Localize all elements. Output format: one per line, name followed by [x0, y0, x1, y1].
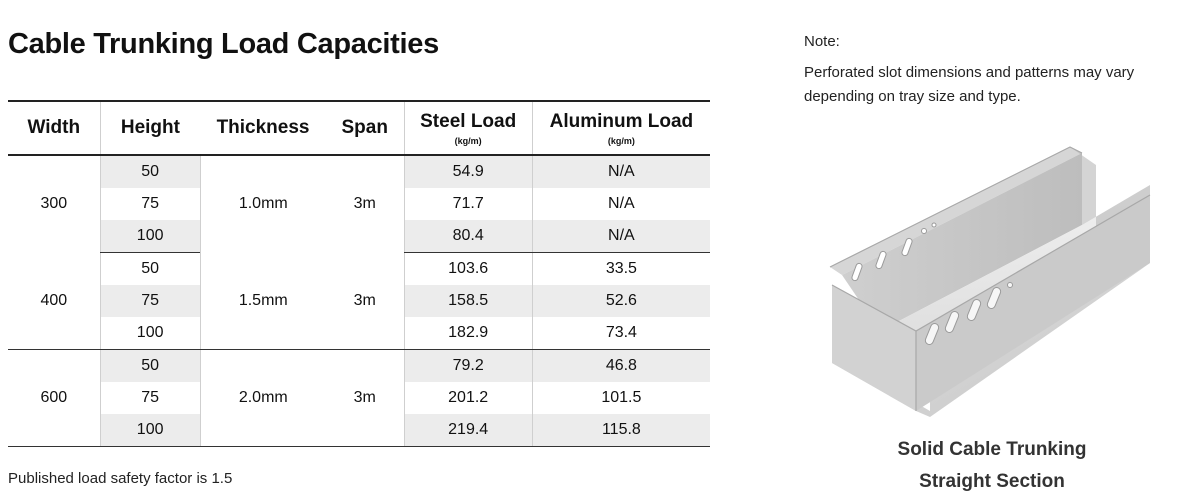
- table-row: [8, 253, 710, 286]
- cell-height: 75: [100, 188, 200, 220]
- cell-thickness: 1.5mm: [200, 253, 326, 350]
- cell-span: 3m: [326, 350, 404, 447]
- note-block: [804, 30, 1174, 108]
- header-width: Width: [8, 101, 100, 155]
- cell-steel-load: 182.9: [404, 317, 532, 350]
- cell-thickness: 2.0mm: [200, 350, 326, 447]
- header-steel-load: [404, 101, 532, 155]
- cell-steel-load: 71.7: [404, 188, 532, 220]
- cell-aluminum-load: N/A: [532, 188, 710, 220]
- note-text: Perforated slot dimensions and patterns may vary depending on tray size and type.: [804, 64, 1135, 105]
- table-row: [8, 155, 710, 188]
- note-heading: Note:: [804, 33, 840, 50]
- image-caption-line1: Solid Cable Trunking: [897, 439, 1087, 460]
- cell-span: 3m: [353, 195, 376, 213]
- cell-aluminum-load: 33.5: [532, 253, 710, 286]
- cell-aluminum-load: 52.6: [532, 285, 710, 317]
- header-aluminum-label: Aluminum Load: [549, 110, 694, 132]
- image-caption: [820, 434, 1164, 498]
- cell-thickness: 1.0mm: [200, 155, 326, 253]
- table-header-row: [8, 101, 710, 155]
- header-thickness: Thickness: [200, 101, 326, 155]
- cell-steel-load: 219.4: [404, 414, 532, 447]
- header-steel-label: Steel Load: [420, 110, 517, 132]
- cell-aluminum-load: N/A: [532, 155, 710, 188]
- cable-trunking-illustration: [820, 135, 1180, 425]
- cell-aluminum-load: N/A: [532, 220, 710, 253]
- cell-width: 300: [40, 195, 68, 213]
- cell-steel-load: 79.2: [404, 350, 532, 383]
- cell-aluminum-load: 101.5: [532, 382, 710, 414]
- cable-trunking-image: [820, 135, 1180, 425]
- cell-height: 50: [100, 350, 200, 383]
- header-height: Height: [100, 101, 200, 155]
- cell-width: 400: [8, 253, 100, 350]
- page-title: Cable Trunking Load Capacities: [8, 28, 439, 60]
- cell-height: 100: [100, 317, 200, 350]
- cell-steel-load: 201.2: [404, 382, 532, 414]
- table-row: [8, 350, 710, 383]
- image-caption-line2: Straight Section: [919, 471, 1065, 492]
- cell-height: 50: [100, 253, 200, 286]
- cell-steel-load: 80.4: [404, 220, 532, 253]
- header-aluminum-load: [532, 101, 710, 155]
- cell-span: 3m: [326, 253, 404, 350]
- cell-steel-load: 54.9: [404, 155, 532, 188]
- header-steel-unit: (kg/m): [454, 135, 482, 146]
- cell-height: 50: [100, 155, 200, 188]
- load-capacity-table: [8, 100, 710, 447]
- cell-height: 100: [100, 220, 200, 253]
- cell-steel-load: 103.6: [404, 253, 532, 286]
- cell-aluminum-load: 73.4: [532, 317, 710, 350]
- cell-width: 600: [8, 350, 100, 447]
- cell-steel-load: 158.5: [404, 285, 532, 317]
- cell-height: 75: [100, 285, 200, 317]
- cell-aluminum-load: 46.8: [532, 350, 710, 383]
- header-span: Span: [326, 101, 404, 155]
- header-aluminum-unit: (kg/m): [607, 135, 635, 146]
- cell-height: 75: [100, 382, 200, 414]
- cell-height: 100: [100, 414, 200, 447]
- cell-aluminum-load: 115.8: [532, 414, 710, 447]
- safety-factor-note: Published load safety factor is 1.5: [8, 470, 233, 487]
